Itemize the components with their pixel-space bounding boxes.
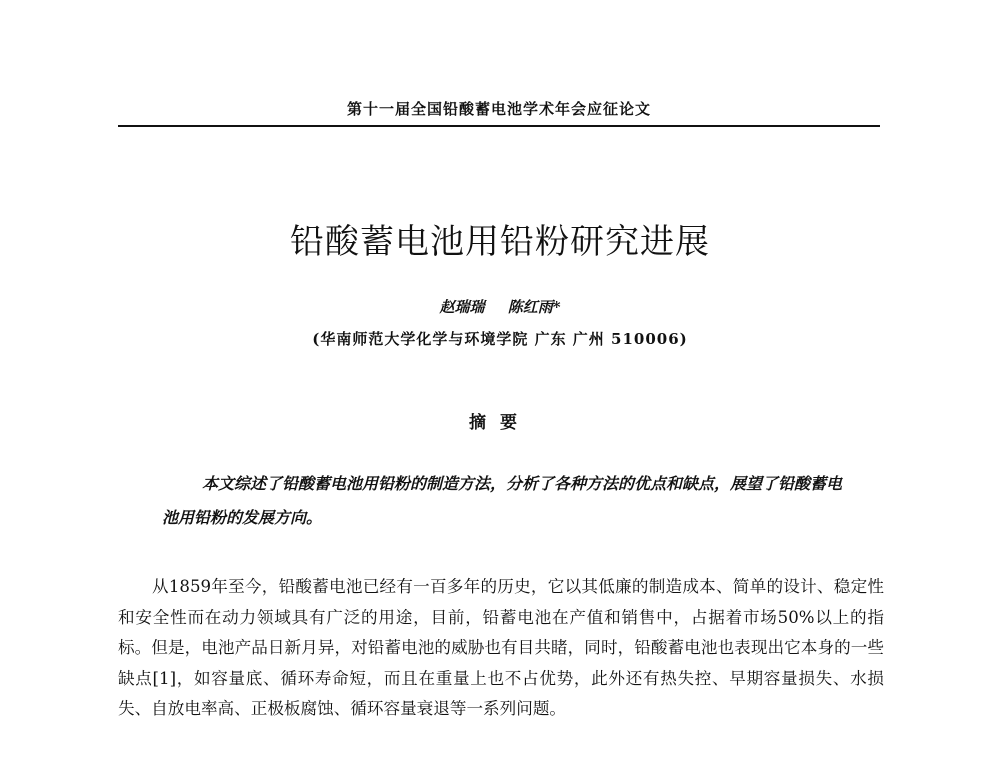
abstract-text: 本文综述了铅酸蓄电池用铅粉的制造方法，分析了各种方法的优点和缺点，展望了铅酸蓄电池用铅粉的发展方向。 (162, 474, 843, 527)
author-affiliation: (华南师范大学化学与环境学院 广东 广州 510006) (312, 330, 688, 348)
header-rule (118, 125, 880, 127)
body-section (118, 572, 884, 725)
author-name: 陈红雨* (507, 298, 561, 316)
abstract-heading: 摘要 (469, 413, 531, 433)
paper-title: 铅酸蓄电池用铅粉研究进展 (290, 222, 710, 262)
author-name: 赵瑞瑞 (439, 298, 485, 316)
abstract-section (162, 467, 842, 535)
author-list (0, 296, 1000, 317)
running-header: 第十一届全国铅酸蓄电池学术年会应征论文 (346, 100, 651, 118)
body-paragraph: 从1859年至今，铅酸蓄电池已经有一百多年的历史，它以其低廉的制造成本、简单的设计、稳定性和安全性而在动力领域具有广泛的用途，目前，铅蓄电池在产值和销售中，占据着市场50%以上的指标。但是，电池产品日新月异，对铅蓄电池的威胁也有目共睹，同时，铅酸蓄电池也表现出它本身的一些缺点[1]，如容量底、循环寿命短，而且在重量上也不占优势，此外还有热失控、早期容量损失、水损失、自放电率高、正极板腐蚀、循环容量衰退等一系列问题。 (118, 577, 884, 718)
